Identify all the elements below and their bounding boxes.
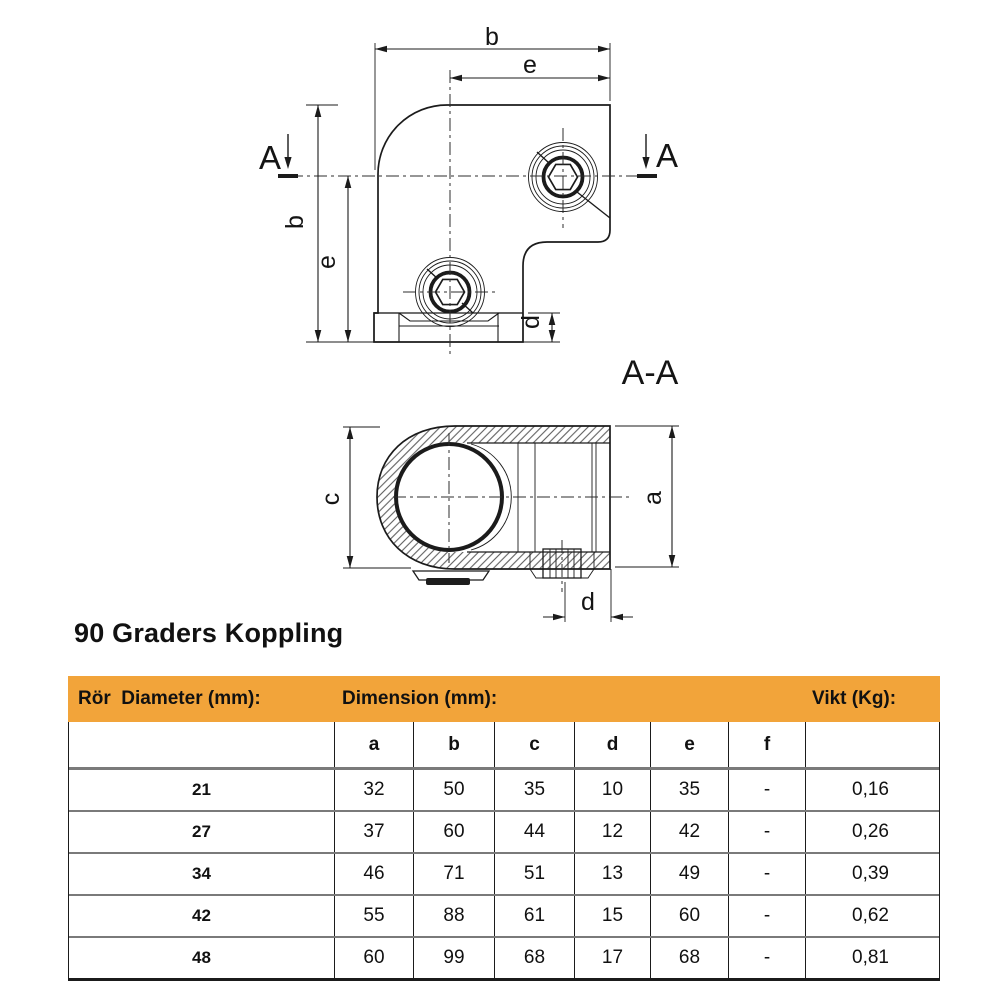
column-header-f: f xyxy=(728,722,805,767)
cell-a: 60 xyxy=(334,938,413,978)
cell-a: 32 xyxy=(334,770,413,810)
cell-vikt: 0,39 xyxy=(805,854,935,894)
dim-d-section xyxy=(543,569,633,622)
section-marker-right xyxy=(642,134,678,174)
cell-f: - xyxy=(728,938,805,978)
table-row xyxy=(69,767,939,810)
table-subheader-row xyxy=(69,722,939,767)
cell-diameter: 27 xyxy=(192,822,211,841)
dim-e-left xyxy=(313,176,351,342)
front-view xyxy=(259,23,678,358)
cell-vikt: 0,26 xyxy=(805,812,935,852)
dim-label-b-left: b xyxy=(281,215,309,229)
dim-label-e-left: e xyxy=(313,255,341,269)
subheader-weight-empty xyxy=(805,722,935,767)
cell-b: 50 xyxy=(413,770,494,810)
base-channel-upper xyxy=(399,313,499,321)
page-title: 90 Graders Koppling xyxy=(74,618,344,648)
cell-d: 10 xyxy=(574,770,650,810)
cell-e: 68 xyxy=(650,938,728,978)
cell-e: 42 xyxy=(650,812,728,852)
table-row xyxy=(69,936,939,978)
cell-d: 12 xyxy=(574,812,650,852)
section-letter-right: A xyxy=(655,137,679,174)
section-foot xyxy=(413,571,489,585)
cell-vikt: 0,81 xyxy=(805,938,935,978)
base-hatch-left xyxy=(374,313,399,342)
coupling-body-outline xyxy=(374,105,610,342)
cell-b: 60 xyxy=(413,812,494,852)
column-header-a: a xyxy=(334,722,413,767)
cell-c: 44 xyxy=(494,812,574,852)
cell-d: 17 xyxy=(574,938,650,978)
dim-label-c: c xyxy=(317,492,345,506)
table-body xyxy=(68,722,940,981)
header-dimension: Dimension (mm): xyxy=(342,688,498,709)
section-marker-left xyxy=(259,134,292,176)
foot-pad xyxy=(426,578,470,585)
cell-diameter: 34 xyxy=(192,864,211,883)
dim-label-b-top: b xyxy=(485,23,499,51)
dim-e-top xyxy=(450,51,610,81)
column-header-d: d xyxy=(574,722,650,767)
dim-a xyxy=(615,426,679,567)
cell-diameter: 48 xyxy=(192,948,211,967)
cell-c: 68 xyxy=(494,938,574,978)
cell-e: 60 xyxy=(650,896,728,936)
cell-b: 71 xyxy=(413,854,494,894)
column-header-c: c xyxy=(494,722,574,767)
section-letter-left: A xyxy=(258,139,282,176)
column-header-b: b xyxy=(413,722,494,767)
dim-label-d-section: d xyxy=(581,588,595,616)
header-pipe-diameter: Rör Diameter (mm): xyxy=(78,688,261,709)
cell-e: 35 xyxy=(650,770,728,810)
spec-table xyxy=(68,676,940,981)
cell-a: 55 xyxy=(334,896,413,936)
cell-f: - xyxy=(728,854,805,894)
cell-a: 46 xyxy=(334,854,413,894)
dim-label-a: a xyxy=(639,491,667,505)
cell-vikt: 0,62 xyxy=(805,896,935,936)
table-row xyxy=(69,852,939,894)
cell-c: 61 xyxy=(494,896,574,936)
cell-c: 35 xyxy=(494,770,574,810)
cell-e: 49 xyxy=(650,854,728,894)
cell-d: 15 xyxy=(574,896,650,936)
subheader-empty xyxy=(69,722,334,767)
cell-b: 88 xyxy=(413,896,494,936)
cell-a: 37 xyxy=(334,812,413,852)
cell-f: - xyxy=(728,812,805,852)
table-row xyxy=(69,810,939,852)
dim-label-e-top: e xyxy=(523,51,537,79)
cell-vikt: 0,16 xyxy=(805,770,935,810)
section-view xyxy=(317,426,679,622)
dim-b-left xyxy=(281,105,374,342)
cell-d: 13 xyxy=(574,854,650,894)
table-header-row xyxy=(68,676,940,722)
cell-diameter: 21 xyxy=(192,780,211,799)
cell-c: 51 xyxy=(494,854,574,894)
section-title: A-A xyxy=(621,354,679,392)
cell-diameter: 42 xyxy=(192,906,211,925)
cell-b: 99 xyxy=(413,938,494,978)
header-weight: Vikt (Kg): xyxy=(812,688,897,709)
cell-f: - xyxy=(728,896,805,936)
table-row xyxy=(69,894,939,936)
dim-label-d-front: d xyxy=(517,315,545,329)
column-header-e: e xyxy=(650,722,728,767)
set-screw-upper xyxy=(529,143,611,219)
cell-f: - xyxy=(728,770,805,810)
